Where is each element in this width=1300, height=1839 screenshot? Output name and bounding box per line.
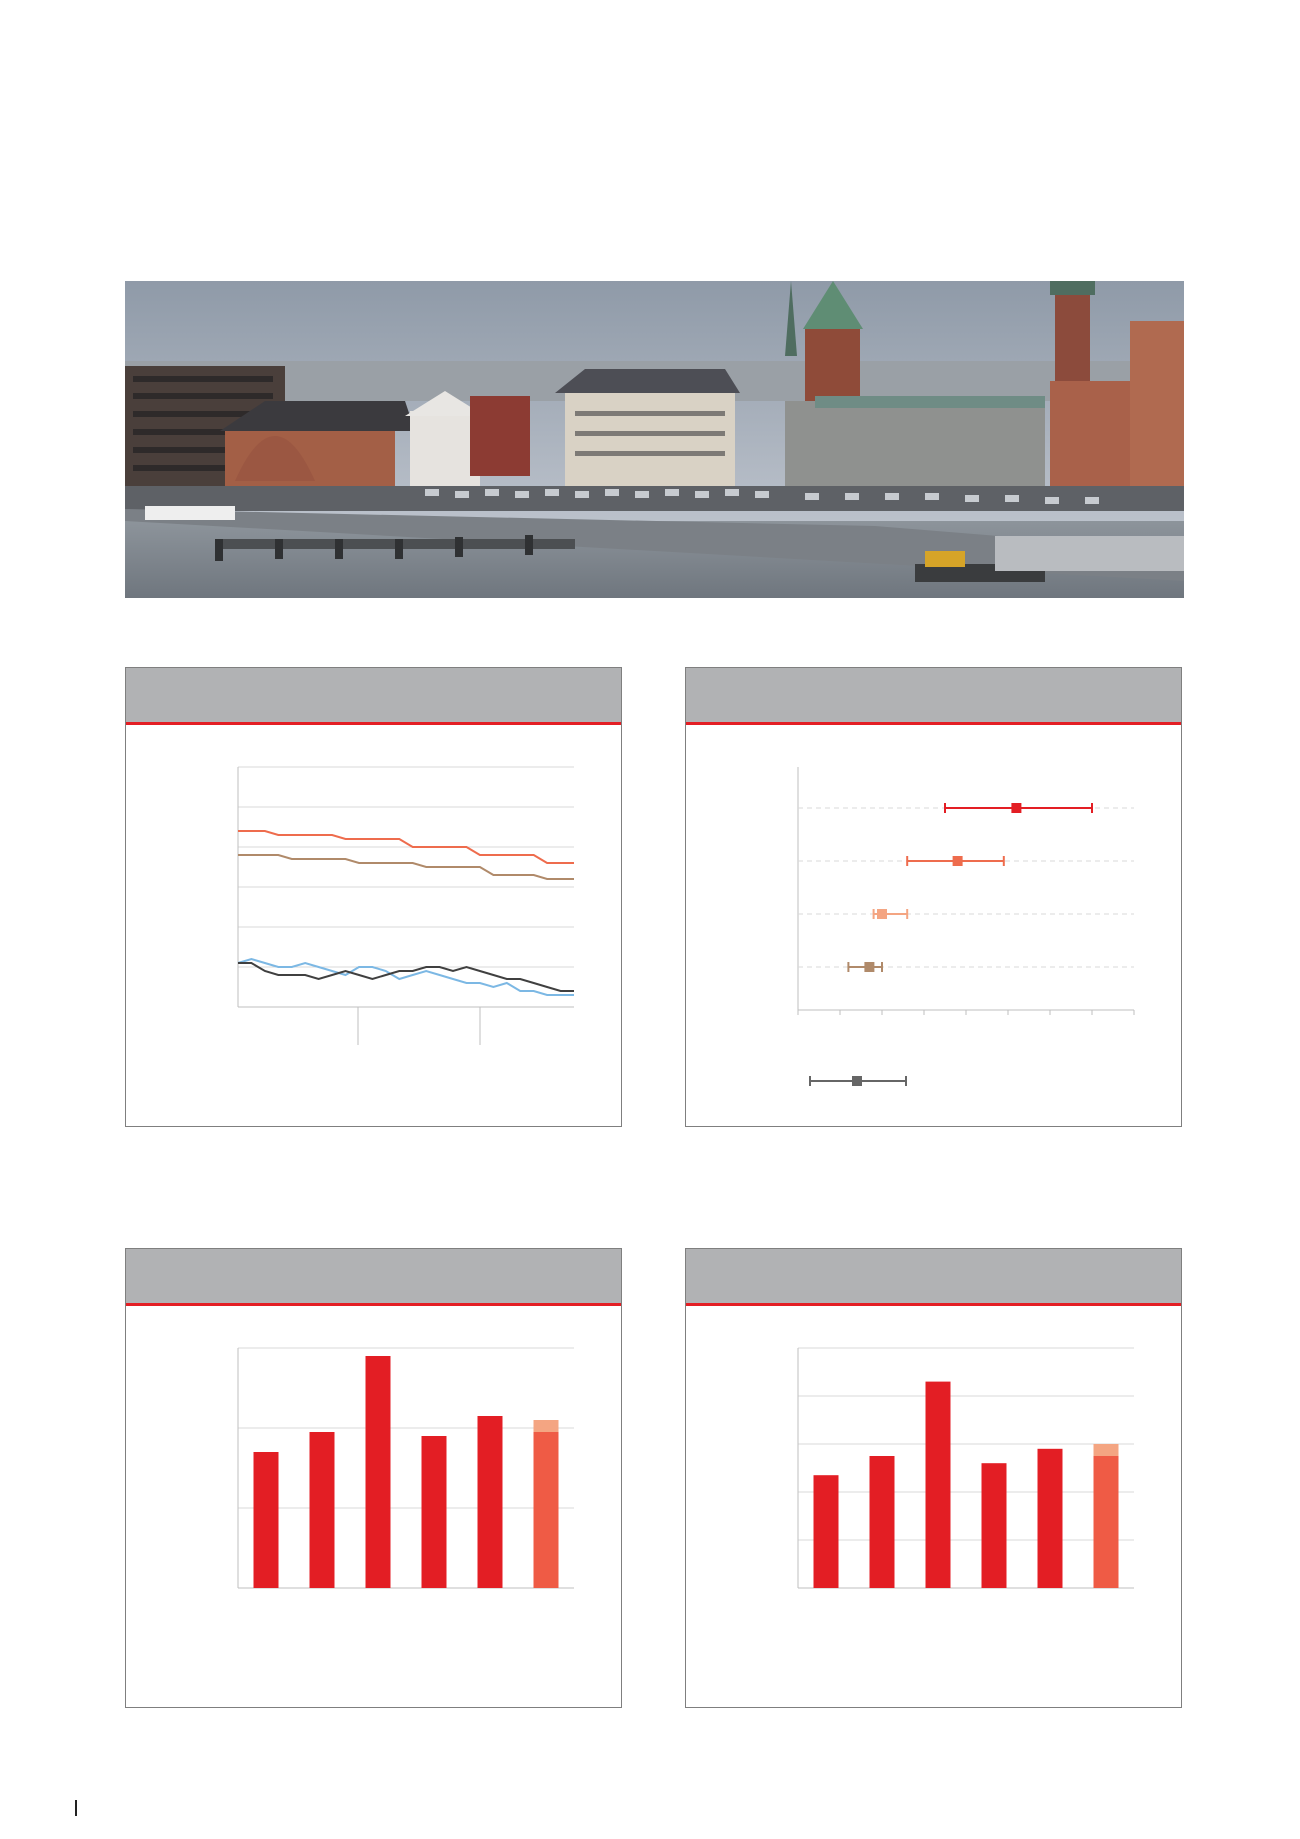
chart-panel-bar-left: [125, 1248, 622, 1708]
harbor-cityscape-illustration: [125, 281, 1184, 598]
range-point-2: [877, 909, 887, 919]
bar-2: [366, 1356, 391, 1588]
bar-chart: [686, 1306, 1181, 1707]
panel-title: [686, 1249, 1181, 1281]
range-point-0: [1011, 803, 1021, 813]
chart-panel-line: [125, 667, 622, 1127]
bar-5: [1094, 1456, 1119, 1588]
series-line-1: [238, 855, 574, 879]
panel-header: [126, 668, 621, 725]
bar-2: [926, 1382, 951, 1588]
bar-4: [1038, 1449, 1063, 1588]
range-chart: [686, 725, 1181, 1126]
page-marker: [75, 1800, 77, 1816]
bar-1: [310, 1432, 335, 1588]
chart-panel-bar-right: [685, 1248, 1182, 1708]
panel-header: [686, 1249, 1181, 1306]
bar-overlay-5: [534, 1420, 559, 1432]
bar-0: [814, 1475, 839, 1588]
chart-panel-range: [685, 667, 1182, 1127]
bar-3: [982, 1463, 1007, 1588]
bar-overlay-5: [1094, 1444, 1119, 1456]
bar-5: [534, 1432, 559, 1588]
bar-chart: [126, 1306, 621, 1707]
panel-title: [126, 1249, 621, 1281]
bar-4: [478, 1416, 503, 1588]
line-chart: [126, 725, 621, 1126]
panel-header: [126, 1249, 621, 1306]
bar-0: [254, 1452, 279, 1588]
harbor-photo: [125, 281, 1184, 598]
legend-point: [852, 1076, 862, 1086]
range-point-1: [953, 856, 963, 866]
panel-title: [126, 668, 621, 700]
series-line-2: [238, 959, 574, 995]
panel-header: [686, 668, 1181, 725]
panel-title: [686, 668, 1181, 700]
bar-3: [422, 1436, 447, 1588]
range-point-3: [864, 962, 874, 972]
bar-1: [870, 1456, 895, 1588]
